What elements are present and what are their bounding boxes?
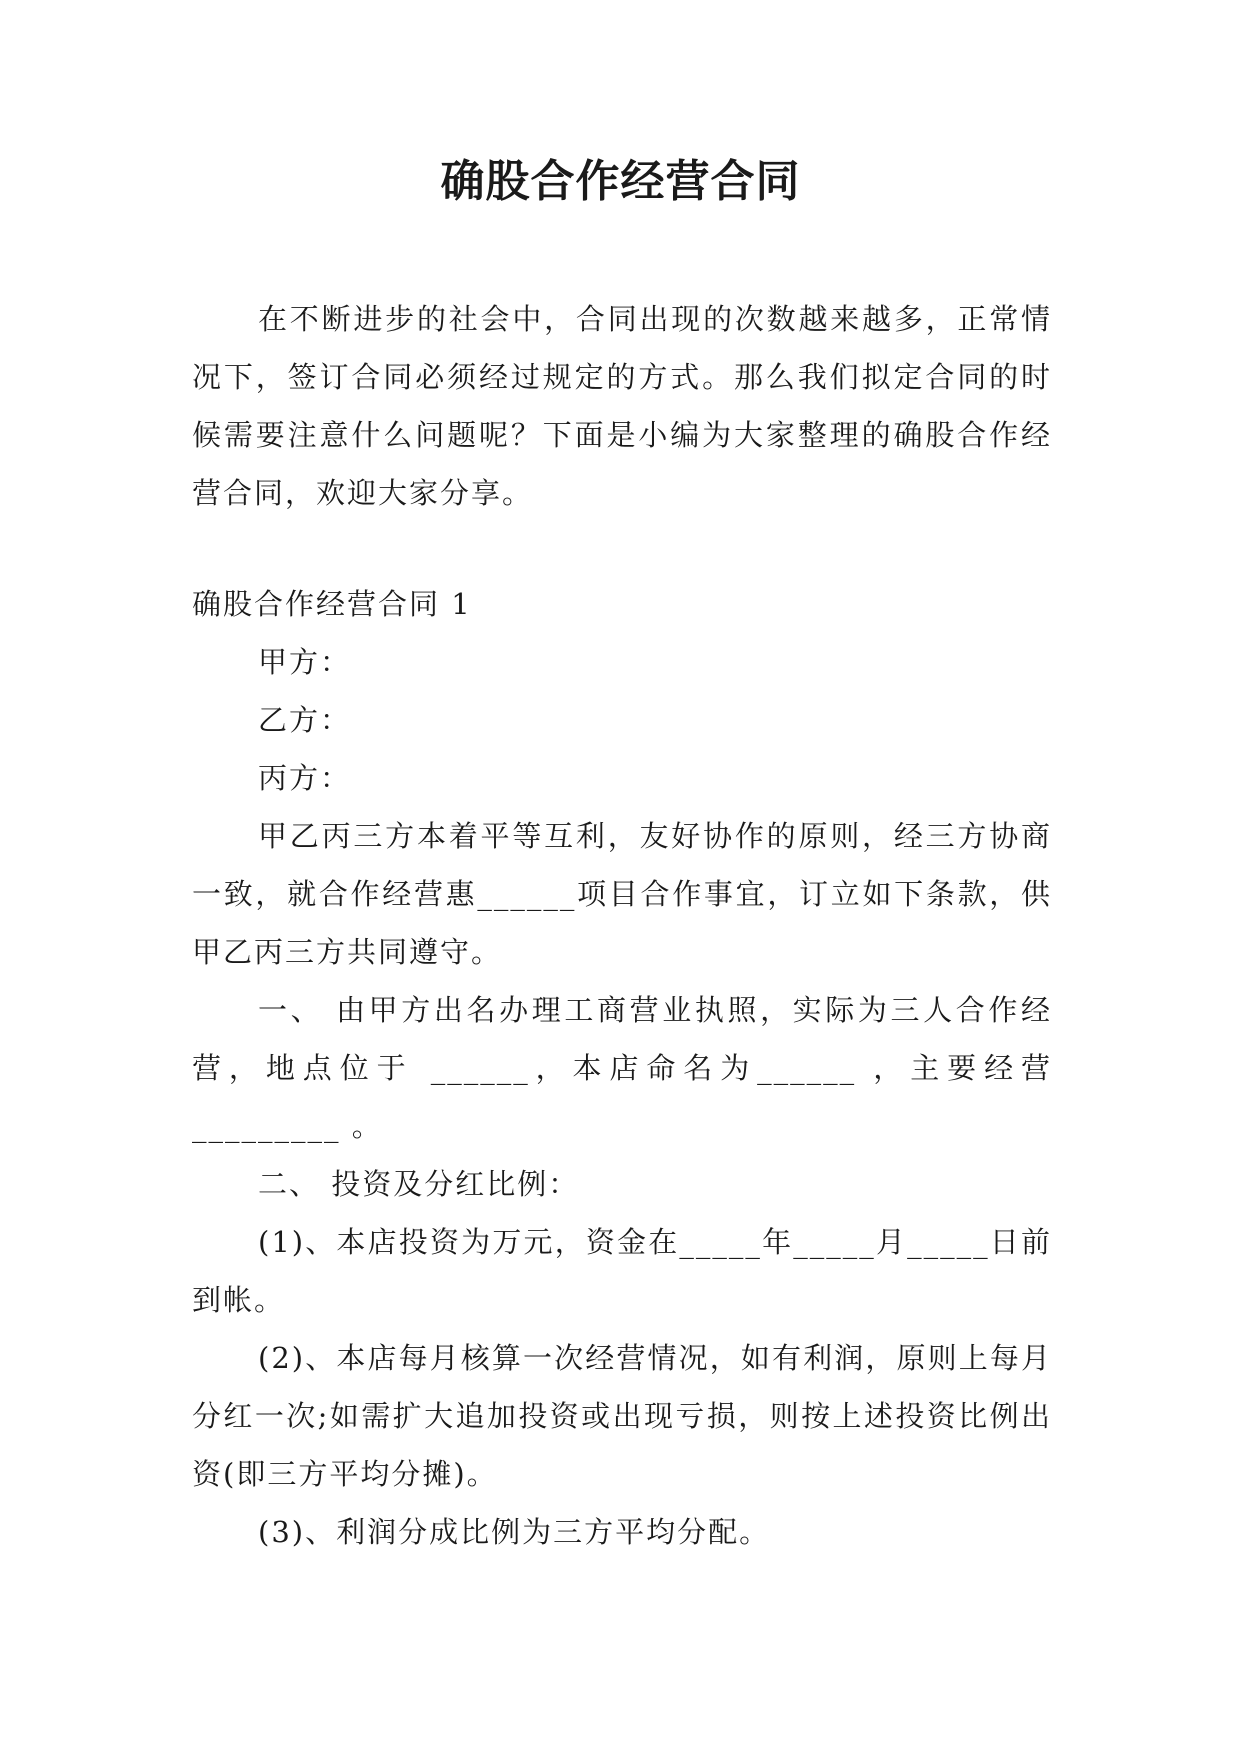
clause-2-2-paragraph: (2)、本店每月核算一次经营情况，如有利润，原则上每月分红一次;如需扩大追加投资或出现亏损，则按上述投资比例出资(即三方平均分摊)。 <box>192 1341 1052 1491</box>
clause-2-3-paragraph: (3)、利润分成比例为三方平均分配。 <box>258 1515 771 1549</box>
clause-2-title: 二、 投资及分红比例： <box>258 1167 580 1201</box>
section-heading: 确股合作经营合同 1 <box>192 587 472 621</box>
preamble-paragraph: 甲乙丙三方本着平等互利，友好协作的原则，经三方协商一致，就合作经营惠______项目合作事宜，订立如下条款，供甲乙丙三方共同遵守。 <box>192 819 1052 969</box>
document-title: 确股合作经营合同 <box>440 156 801 207</box>
contract-body <box>192 575 1052 1561</box>
clause-1-paragraph: 一、 由甲方出名办理工商营业执照，实际为三人合作经营，地点位于 ______，本店命名为______ ，主要经营_________ 。 <box>192 993 1052 1143</box>
party-c-line: 丙方： <box>258 761 352 795</box>
intro-paragraph: 在不断进步的社会中，合同出现的次数越来越多，正常情况下，签订合同必须经过规定的方式。那么我们拟定合同的时候需要注意什么问题呢？下面是小编为大家整理的确股合作经营合同，欢迎大家分享。 <box>192 302 1052 510</box>
party-a-line: 甲方： <box>258 645 352 679</box>
clause-2-1-paragraph: (1)、本店投资为万元，资金在_____年_____月_____日前到帐。 <box>192 1225 1052 1317</box>
party-b-line: 乙方： <box>258 703 352 737</box>
